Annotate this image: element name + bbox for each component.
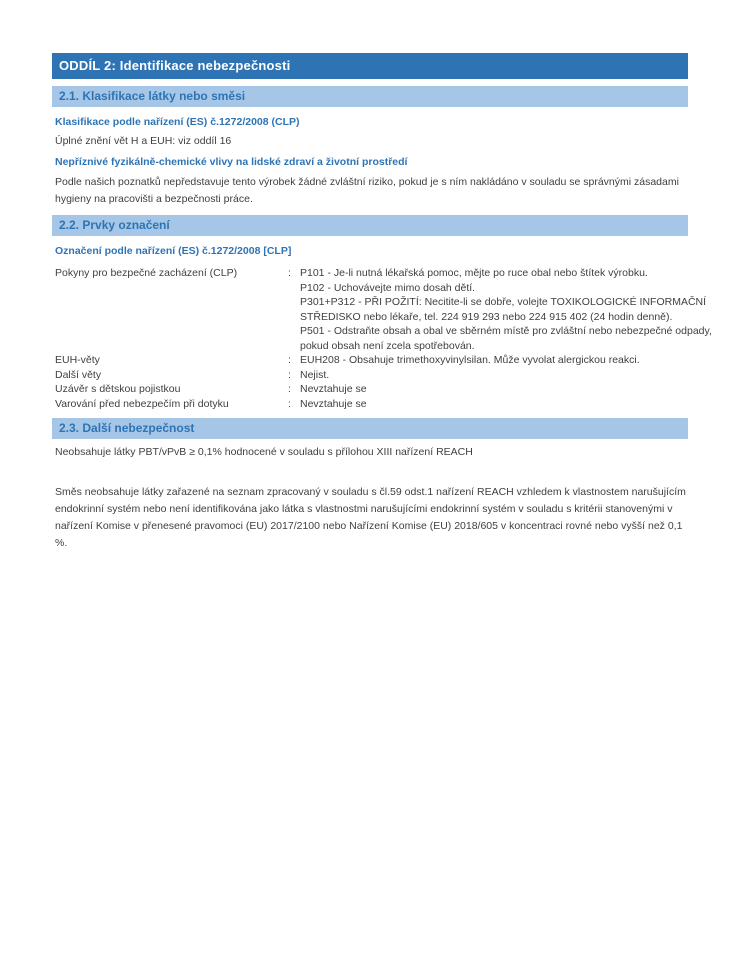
def-label-other-statements: Další věty (55, 368, 102, 381)
colon-separator: : (288, 354, 291, 366)
child-resistant-closure-value: Nevztahuje se (300, 383, 367, 395)
subsection-2-1-title: 2.1. Klasifikace látky nebo směsi (59, 89, 246, 103)
pbt-vpvb-line: Neobsahuje látky PBT/vPvB ≥ 0,1% hodnocené v souladu s přílohou XIII nařízení REACH (55, 446, 473, 458)
p101-statement: P101 - Je-li nutná lékařská pomoc, mějte po ruce obal nebo štítek výrobku. (300, 267, 648, 279)
tactile-warning-value: Nevztahuje se (300, 397, 367, 410)
colon-separator: : (288, 383, 291, 395)
p301-p312-statement-line2: STŘEDISKO nebo lékaře, tel. 224 919 293 nebo 224 915 402 (24 hodin denně). (300, 310, 673, 323)
subsection-2-2-title: 2.2. Prvky označení (59, 218, 170, 232)
def-value-child-resistant-closure (300, 382, 712, 397)
classification-clp-heading: Klasifikace podle nařízení (ES) č.1272/2008 (CLP) (55, 116, 300, 128)
other-statements-value: Nejist. (300, 368, 330, 381)
def-label-precautionary-statements: Pokyny pro bezpečné zacházení (CLP) (55, 267, 238, 279)
def-value-tactile-warning (300, 397, 712, 412)
def-label-child-resistant-closure: Uzávěr s dětskou pojistkou (55, 383, 181, 395)
def-label-euh-statements: EUH-věty (55, 354, 100, 366)
adverse-effects-heading: Nepříznivé fyzikálně-chemické vlivy na lidské zdraví a životní prostředí (55, 156, 408, 168)
subsection-2-2-bar (52, 215, 688, 236)
subsection-2-3-bar (52, 418, 688, 439)
adverse-effects-paragraph: Podle našich poznatků nepředstavuje tento výrobek žádné zvláštní riziko, pokud je s ním nakládáno v souladu se správnými zásadami hygieny na pracovišti a bezpečnosti práce. (55, 176, 679, 205)
full-wording-note: Úplné znění vět H a EUH: viz oddíl 16 (55, 135, 232, 147)
p501-statement-line2: pokud obsah není zcela spotřebován. (300, 339, 475, 352)
endocrine-disruptor-paragraph: Směs neobsahuje látky zařazené na seznam zpracovaný v souladu s čl.59 odst.1 nařízení REACH vzhledem k vlastnostem narušujícím endokrinní systém nebo není identifikována jako látka s vlastnostmi narušujícími endokrinní systém v souladu s kritérii stanovenými v nařízení Komise v přenesené pravomoci (EU) 2017/2100 nebo Nařízení Komise (EU) 2018/605 v koncentraci rovné nebo vyšší než 0,1 %. (55, 486, 686, 549)
def-value-precautionary-statements (300, 266, 712, 353)
def-value-euh-statements (300, 353, 712, 368)
euh208-statement: EUH208 - Obsahuje trimethoxyvinylsilan. Může vyvolat alergickou reakci. (300, 354, 640, 366)
subsection-2-3-title: 2.3. Další nebezpečnost (59, 421, 195, 435)
def-value-other-statements (300, 368, 712, 383)
colon-separator: : (288, 368, 291, 381)
def-label-tactile-warning: Varování před nebezpečím při dotyku (55, 397, 229, 410)
p501-statement-line1: P501 - Odstraňte obsah a obal ve sběrném místě pro zvláštní nebo nebezpečné odpady, (300, 325, 712, 337)
p102-statement: P102 - Uchovávejte mimo dosah dětí. (300, 281, 476, 294)
colon-separator: : (288, 397, 291, 410)
colon-separator: : (288, 267, 291, 279)
labelling-elements-table (52, 266, 712, 411)
subsection-2-1-bar (52, 86, 688, 107)
labelling-clp-heading: Označení podle nařízení (ES) č.1272/2008 [CLP] (55, 245, 292, 257)
p301-p312-statement-line1: P301+P312 - PŘI POŽITÍ: Necitite-li se dobře, volejte TOXIKOLOGICKÉ INFORMAČNÍ (300, 296, 707, 308)
section-2-title: ODDÍL 2: Identifikace nebezpečnosti (59, 58, 291, 73)
section-2-header-bar (52, 53, 688, 79)
section-2-content (52, 53, 712, 552)
blank-line-spacer (52, 458, 688, 484)
